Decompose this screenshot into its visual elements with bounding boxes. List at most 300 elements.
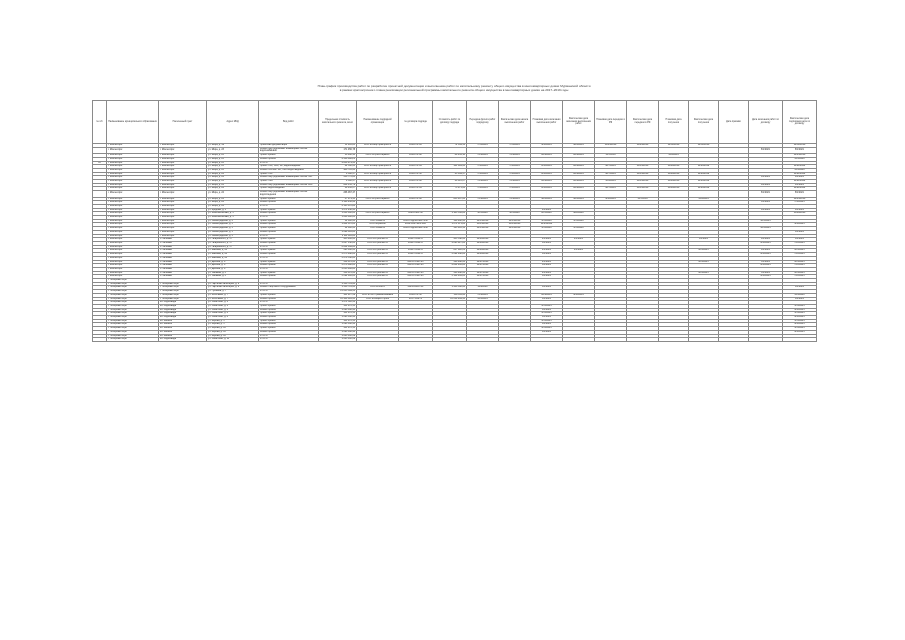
column-header: Плановая дата получения	[659, 101, 689, 144]
table-cell: 405 486,00	[319, 238, 357, 242]
table-cell: 266 067,47	[319, 191, 357, 197]
table-cell: ООО «Стройтекст»	[357, 238, 399, 242]
schedule-table	[92, 100, 817, 342]
table-cell: 6/30/2021	[749, 253, 783, 257]
table-cell: г. Полярные Зори	[107, 330, 159, 334]
table-cell: ООО «ЛИФТ»	[357, 286, 399, 290]
table-cell: 72 339,56	[433, 144, 467, 148]
table-cell: 6/1/2021	[749, 191, 783, 197]
table-cell: 6/1/2021	[783, 297, 817, 301]
table-cell: п. Зеленый	[159, 264, 207, 268]
table-cell: 2019-ПР-49	[399, 187, 433, 191]
table-cell: 10/28/2019	[659, 172, 689, 176]
table-cell: 2/1/2021	[563, 249, 595, 253]
table-cell: 15 235 399,41	[319, 290, 357, 294]
table-cell: 12 000,00	[319, 227, 357, 231]
table-cell	[627, 338, 659, 342]
table-cell: 7/20/2021	[783, 253, 817, 257]
table-cell: г. Мончегорск	[107, 187, 159, 191]
table-cell: г. Мончегорск	[107, 154, 159, 158]
table-cell: г. Мончегорск	[107, 161, 159, 165]
table-cell: 12/1/2019	[467, 297, 499, 301]
table-cell: 2/1/2021	[563, 238, 595, 242]
table-cell: г. Полярные Зори	[107, 301, 159, 305]
table-cell: ул. Комсомольская, д. 5	[207, 212, 259, 216]
table-cell: 66 015,27	[433, 180, 467, 184]
table-cell: 3 815 966,00	[319, 267, 357, 271]
table-cell: 180 011,20	[433, 293, 467, 297]
table-cell: Ремонт внутридомовых инженерных систем ГВС	[259, 176, 319, 180]
table-cell: 16 960,44	[319, 154, 357, 158]
table-cell: 6/1/2021	[531, 241, 563, 245]
table-cell: 6/1/2021	[689, 238, 719, 242]
table-cell: 131 470,55	[319, 312, 357, 316]
table-cell: ул. Мира, д. 23	[207, 154, 259, 158]
table-cell: г. Полярные Зори	[159, 286, 207, 290]
table-cell: ООО «Альфа-Строй»	[357, 297, 399, 301]
table-cell: Ремонт кровли	[259, 297, 319, 301]
table-cell: г. Мончегорск	[159, 144, 207, 148]
table-cell: Ремонт кровли	[259, 157, 319, 161]
table-cell: г. Полярные Зори	[159, 293, 207, 297]
table-cell: г. Мончегорск	[159, 201, 207, 205]
column-header: Фактическая дата начала выполнения работ	[499, 101, 531, 144]
table-cell: ООО «Спецстройпроект»	[357, 187, 399, 191]
table-cell: 12/15/2019	[499, 219, 531, 223]
table-cell: 1/31/2020	[531, 227, 563, 231]
table-cell: 6/1/2021	[749, 147, 783, 153]
table-cell: ул. Партизан Заполярья, д. 9	[207, 286, 259, 290]
table-cell: 11/21/2020	[783, 180, 817, 184]
table-cell: ул. Кирова, д. 10	[207, 334, 259, 338]
table-cell: 19 443,27	[319, 187, 357, 191]
table-cell: ул. Байкова, д. 64	[207, 249, 259, 253]
table-cell: 7/30/2019	[467, 165, 499, 169]
table-cell: г. Мончегорск	[107, 204, 159, 208]
table-cell: ул. Мира, д. 23	[207, 161, 259, 165]
column-header: Плановая дата окончания выполнения работ	[531, 101, 563, 144]
table-cell: 7/30/2019	[499, 187, 531, 191]
table-cell: 12/2/2019	[689, 197, 719, 201]
table-cell: 6/1/2021	[531, 323, 563, 327]
table-cell: 12/20/2020	[467, 241, 499, 245]
table-cell: г. Мончегорск	[159, 204, 207, 208]
table-cell: ул. Гагаринского, д. 17	[207, 238, 259, 242]
table-cell: Проект кровли	[259, 219, 319, 223]
table-cell: 1 093 632,44	[319, 308, 357, 312]
table-cell: г. Мончегорск	[159, 234, 207, 238]
table-cell: п. Зеленый	[159, 267, 207, 271]
table-cell: ИТОГО	[259, 267, 319, 271]
table-cell: Ремонт кровли	[259, 212, 319, 216]
table-cell: 10/15/2019	[627, 165, 659, 169]
table-cell: 2/1/2021	[531, 260, 563, 264]
table-cell: 4/30/2021	[783, 223, 817, 227]
table-cell: г. Мончегорск	[107, 238, 159, 242]
table-cell: ИТОГО	[259, 216, 319, 220]
table-cell: 7/30/2019	[499, 172, 531, 176]
table-cell	[749, 338, 783, 342]
table-cell: 7/20/2021	[783, 241, 817, 245]
table-cell: 12/31/2019	[689, 144, 719, 148]
table-cell: 8/1/2021	[783, 191, 817, 197]
table-cell: г. Мончегорск	[107, 275, 159, 279]
table-cell: 7/29/2019	[499, 197, 531, 201]
table-cell: 4 895 427,00	[433, 241, 467, 245]
table-cell: 1/25/2021	[749, 227, 783, 231]
column-header: Наименование муниципального образования	[107, 101, 159, 144]
table-cell: г. Мончегорск	[107, 230, 159, 234]
table-cell: 526 298,00	[433, 260, 467, 264]
table-cell	[467, 338, 499, 342]
table-cell: 12/31/2019	[659, 144, 689, 148]
table-cell: п. Зеленый	[159, 260, 207, 264]
table-cell	[399, 338, 433, 342]
table-cell: г. Мончегорск	[107, 245, 159, 249]
table-cell: 526 298,00	[433, 271, 467, 275]
table-cell: 1 260 000,00	[319, 216, 357, 220]
table-cell: 5 827 158,00	[319, 241, 357, 245]
table-cell: Проект водоотведения	[259, 187, 319, 191]
table-cell: 7/20/2021	[783, 264, 817, 268]
table-cell: 395 060,00	[319, 249, 357, 253]
table-cell: 22 560,00	[319, 165, 357, 169]
table-cell: 6/1/2021	[531, 275, 563, 279]
table-cell: г. Мончегорск	[159, 154, 207, 158]
table-cell: Проект крыши	[259, 208, 319, 212]
table-cell: г. Мончегорск	[159, 223, 207, 227]
table-cell: 10/15/2020	[499, 223, 531, 227]
table-cell: ул. Кирова, д. 10	[207, 327, 259, 331]
table-cell: 10/28/2020	[783, 212, 817, 216]
table-cell: 12/20/2020	[467, 238, 499, 242]
table-cell: 1 111 605,00	[319, 234, 357, 238]
table-cell: Ремонт крыши	[259, 253, 319, 257]
table-cell: ул. Советская, д. 6	[207, 301, 259, 305]
table-cell: нп. Африканда	[159, 301, 207, 305]
table-cell: 2 125 078,88	[319, 204, 357, 208]
column-header: Фактическая дата передачи в РФ	[627, 101, 659, 144]
table-cell: г. Полярные Зори	[107, 319, 159, 323]
table-cell: 9/24/2019	[531, 197, 563, 201]
table-cell: 11/1/2020	[467, 286, 499, 290]
table-cell: ИТОГО	[259, 256, 319, 260]
table-cell: нп. Африканда	[159, 316, 207, 320]
table-cell: ИТОГО	[259, 204, 319, 208]
table-cell: 2021-ПСМР-23	[399, 271, 433, 275]
table-cell: 8/29/2019	[531, 154, 563, 158]
table-cell: 3 094 468,00	[433, 253, 467, 257]
table-cell: 289 153,79	[319, 183, 357, 187]
table-cell: 12/15/2019	[467, 219, 499, 223]
table-cell: ИТОГО	[259, 338, 319, 342]
table-cell: нп. Зашеек	[159, 323, 207, 327]
table-cell: 7/29/2019	[499, 180, 531, 184]
table-cell: г. Мончегорск	[159, 180, 207, 184]
table-cell: 6/1/2021	[783, 230, 817, 234]
table-cell: ИТОГО	[259, 161, 319, 165]
table-cell: ул. Кирова, д. 5	[207, 319, 259, 323]
table-cell: 6/1/2021	[531, 264, 563, 268]
table-cell: 7/20/2021	[783, 275, 817, 279]
table-cell: 6 232 644,00	[319, 245, 357, 249]
table-cell: 203 487,00	[433, 197, 467, 201]
table-cell: ул. Советская, д. 6	[207, 308, 259, 312]
table-cell: г. Мончегорск	[159, 183, 207, 187]
table-cell: 7/30/2019	[467, 187, 499, 191]
table-cell: ул. Байкова, д. 64	[207, 253, 259, 257]
table-cell: 6/1/2021	[783, 238, 817, 242]
table-cell	[595, 338, 627, 342]
table-cell: ООО «Спецстройпроект»	[357, 165, 399, 169]
table-cell: г. Мончегорск	[107, 180, 159, 184]
table-cell: ул. Советская, д. 8	[207, 312, 259, 316]
table-cell: 9/30/2021	[783, 316, 817, 320]
table-cell: г. Полярные Зори	[107, 282, 159, 286]
table-cell: ул. Гагаринского, д. 17	[207, 241, 259, 245]
table-cell: ИТОГО	[259, 290, 319, 294]
table-cell: 12/2/2019	[659, 154, 689, 158]
table-cell: 10/25/2019	[595, 144, 627, 148]
table-cell: 9/27/2019	[595, 165, 627, 169]
table-cell: г. Мончегорск	[159, 165, 207, 169]
table-cell: 11/7/2019	[627, 197, 659, 201]
table-cell: ООО «Стройтекст»	[357, 241, 399, 245]
column-header: № п/п	[93, 101, 107, 144]
table-cell: Проект кровли	[259, 327, 319, 331]
table-cell: Ремонт кровли	[259, 230, 319, 234]
table-cell: ул. Мира, д. 24	[207, 204, 259, 208]
table-cell: 11/21/2020	[783, 172, 817, 176]
table-cell: 1 225 102,99	[319, 338, 357, 342]
table-cell: 5/31/2021	[783, 312, 817, 316]
table-cell: Ремонт внутридомовых инженерных систем ХВС	[259, 183, 319, 187]
table-cell: ИТОГО	[259, 301, 319, 305]
column-header: Стоимость работ по договору подряда	[433, 101, 467, 144]
column-header: Дата приёмки	[719, 101, 749, 144]
table-cell: 7/30/2021	[783, 201, 817, 205]
table-cell: 161 809,60	[433, 165, 467, 169]
table-cell: ул. Пушкина, д. 7	[207, 290, 259, 294]
table-cell: г. Мончегорск	[159, 172, 207, 176]
table-cell: 2 844 263,00	[433, 264, 467, 268]
table-cell: г. Мончегорск	[107, 249, 159, 253]
table-cell: г. Мончегорск	[107, 147, 159, 153]
table-cell: 9/30/2019	[563, 293, 595, 297]
table-cell: 539 876,00	[319, 260, 357, 264]
table-cell: 1 271 871,00	[433, 223, 467, 227]
table-cell: ООО «Спецстройпроект»	[357, 172, 399, 176]
table-cell: ООО «Зенит»	[357, 227, 399, 231]
table-cell: 8/1/2021	[783, 147, 817, 153]
table-cell: 6/1/2021	[531, 297, 563, 301]
table-cell: 6/1/2021	[749, 183, 783, 187]
table-cell: 12/31/2019	[783, 144, 817, 148]
table-cell: г. Мончегорск	[107, 223, 159, 227]
table-cell: г. Мончегорск	[159, 212, 207, 216]
table-cell: 10 019 299,10	[433, 297, 467, 301]
table-cell: г. Полярные Зори	[107, 304, 159, 308]
table-cell: 8/29/2019	[563, 154, 595, 158]
table-cell: 125 905,41	[433, 227, 467, 231]
table-cell	[563, 338, 595, 342]
table-cell: Ремонт кровли	[259, 308, 319, 312]
table-cell: 6/30/2021	[749, 275, 783, 279]
table-cell: Ремонт крыши	[259, 264, 319, 268]
table-cell: 37 479,30	[319, 197, 357, 201]
table-cell: 10/28/2019	[659, 187, 689, 191]
table-cell: Ремонт кровли	[259, 316, 319, 320]
table-cell: 12/20/2020	[467, 253, 499, 257]
table-cell: г. Мончегорск	[159, 216, 207, 220]
table-cell: ООО «Стройтекст»	[357, 260, 399, 264]
table-cell: г. Мончегорск	[107, 256, 159, 260]
table-cell	[499, 338, 531, 342]
table-cell: ИТОГО	[259, 282, 319, 286]
table-cell: 9/27/2019	[595, 172, 627, 176]
table-cell: 8/1/2021	[783, 183, 817, 187]
column-header: Адрес МКД	[207, 101, 259, 144]
table-cell: 10	[93, 161, 107, 165]
table-cell: 11/21/2020	[783, 187, 817, 191]
table-cell: 8/15/2020	[531, 212, 563, 216]
table-cell: 9/30/2021	[783, 308, 817, 312]
table-cell: 2019-ПСД/ЭК-ФКР-258	[399, 227, 433, 231]
table-cell: 131 470,55	[319, 327, 357, 331]
table-cell: 5/31/2021	[783, 304, 817, 308]
table-cell: 3/31/2021	[531, 312, 563, 316]
column-header: Наименование подрядной организации	[357, 101, 399, 144]
table-cell: ООО «Строй-Сервис»	[357, 197, 399, 201]
table-cell: 6/1/2021	[749, 238, 783, 242]
table-cell: г. Полярные Зори	[107, 290, 159, 294]
table-cell: Проект кровли	[259, 197, 319, 201]
table-cell: 7/30/2019	[467, 172, 499, 176]
table-cell: 3 169 294,00	[433, 275, 467, 279]
table-cell: 8/29/2019	[563, 180, 595, 184]
table-cell: 2/1/2021	[531, 249, 563, 253]
table-header-row	[93, 101, 817, 144]
table-cell: г. Полярные Зори	[159, 297, 207, 301]
table-cell: 10 969 891,93	[319, 297, 357, 301]
table-cell: 2019-ПР-50	[399, 293, 433, 297]
table-cell: ИТОГО	[259, 245, 319, 249]
table-cell: 1 225 102,99	[319, 334, 357, 338]
table-cell: Ремонт крыши	[259, 275, 319, 279]
table-cell: 10/15/2019	[627, 172, 659, 176]
table-cell: 5/15/2020	[499, 212, 531, 216]
table-cell	[659, 338, 689, 342]
table-cell: нп. Африканда	[159, 308, 207, 312]
table-cell: г. Мончегорск	[107, 176, 159, 180]
table-cell: г. Мончегорск	[107, 208, 159, 212]
table-cell: 6/14/2021	[689, 271, 719, 275]
table-cell	[433, 338, 467, 342]
table-cell: Проект кровли	[259, 312, 319, 316]
column-header: Плановая дата передачи в РФ	[595, 101, 627, 144]
table-cell: Ремонт крыши	[259, 241, 319, 245]
table-cell: ул. Котельная, д. 7	[207, 293, 259, 297]
table-cell: ул. Мира, д. 19	[207, 144, 259, 148]
table-cell: 10/15/2019	[627, 187, 659, 191]
table-cell: г. Мончегорск	[107, 267, 159, 271]
table-cell: 12/25/2019	[783, 154, 817, 158]
table-cell: 2/1/2021	[531, 238, 563, 242]
table-cell: Ремонт лифтового оборудования	[259, 286, 319, 290]
table-cell: 8/29/2019	[563, 172, 595, 176]
table-cell: г. Мончегорск	[107, 234, 159, 238]
table-cell: г. Мончегорск	[107, 165, 159, 169]
table-cell: 9/24/2019	[563, 144, 595, 148]
table-cell: 7/29/2019	[467, 293, 499, 297]
table-cell: 5/1/2021	[749, 271, 783, 275]
table-cell: 12/27/2020	[467, 275, 499, 279]
table-cell: 10/15/2020	[467, 223, 499, 227]
table-cell: г. Полярные Зори	[107, 312, 159, 316]
table-cell: ул. Гагаринского, д. 17	[207, 245, 259, 249]
table-cell: 8/30/2019	[531, 187, 563, 191]
table-cell: 1 536 714,60	[319, 282, 357, 286]
table-cell: 4/1/2021	[531, 208, 563, 212]
table-cell: ООО «Стройтекст»	[357, 253, 399, 257]
table-cell: ул. Байкова, д. 64	[207, 256, 259, 260]
table-cell: 5/1/2021	[749, 260, 783, 264]
table-cell: 2021-ПСМР-23	[399, 260, 433, 264]
table-cell: нп. Зашеек	[159, 334, 207, 338]
table-cell: 6/1/2021	[531, 308, 563, 312]
table-cell: 1 120 236,96	[319, 201, 357, 205]
table-cell: ИТОГО	[259, 234, 319, 238]
table-cell: п. Зеленый	[159, 271, 207, 275]
table-cell: Проект кровли	[259, 304, 319, 308]
table-cell: Ремонт кровли	[259, 330, 319, 334]
table-cell: 8/29/2019	[563, 187, 595, 191]
table-cell: 12/1/2020	[783, 168, 817, 172]
table-cell: г. Мончегорск	[107, 183, 159, 187]
table-cell: 6/30/2021	[749, 241, 783, 245]
table-cell: ООО «Зенит»	[357, 219, 399, 223]
table-cell: 1 284 672,00	[319, 223, 357, 227]
table-cell: ИТОГО	[259, 334, 319, 338]
table-cell: 11/26/2019	[689, 172, 719, 176]
table-cell: 2021-ПСМР-23	[399, 264, 433, 268]
table-cell: ул. Ленинградская, д. 5	[207, 234, 259, 238]
table-cell: г. Полярные Зори	[107, 316, 159, 320]
table-cell: 9/30/2019	[595, 197, 627, 201]
table-cell: г. Мончегорск	[107, 157, 159, 161]
table-cell: 128 288,60	[433, 219, 467, 223]
table-cell: ООО «Стройтекст»	[357, 275, 399, 279]
table-cell: 12/27/2020	[467, 264, 499, 268]
table-cell: 11/25/2020	[531, 223, 563, 227]
table-cell: г. Мончегорск	[159, 161, 207, 165]
table-cell: ул. Ленинградская, д. 3	[207, 219, 259, 223]
table-cell: ул. Мира, д. 24	[207, 187, 259, 191]
table-cell: 9/28/2020	[563, 212, 595, 216]
table-cell: г. Мончегорск	[159, 219, 207, 223]
table-cell	[689, 338, 719, 342]
table-cell: 7/31/2019	[499, 144, 531, 148]
table-cell: 11 485,00	[319, 144, 357, 148]
table-cell: ул. Бредова, д. 3	[207, 208, 259, 212]
table-cell: 6/1/2021	[531, 286, 563, 290]
table-cell: 7/29/2019	[467, 180, 499, 184]
table-cell: 7/29/2019	[467, 197, 499, 201]
table-cell: 1 185 543,00	[433, 212, 467, 216]
table-cell: 5/31/2021	[783, 327, 817, 331]
table-cell: 7/31/2019	[467, 144, 499, 148]
table-cell: ул. Котельная, д. 7	[207, 297, 259, 301]
